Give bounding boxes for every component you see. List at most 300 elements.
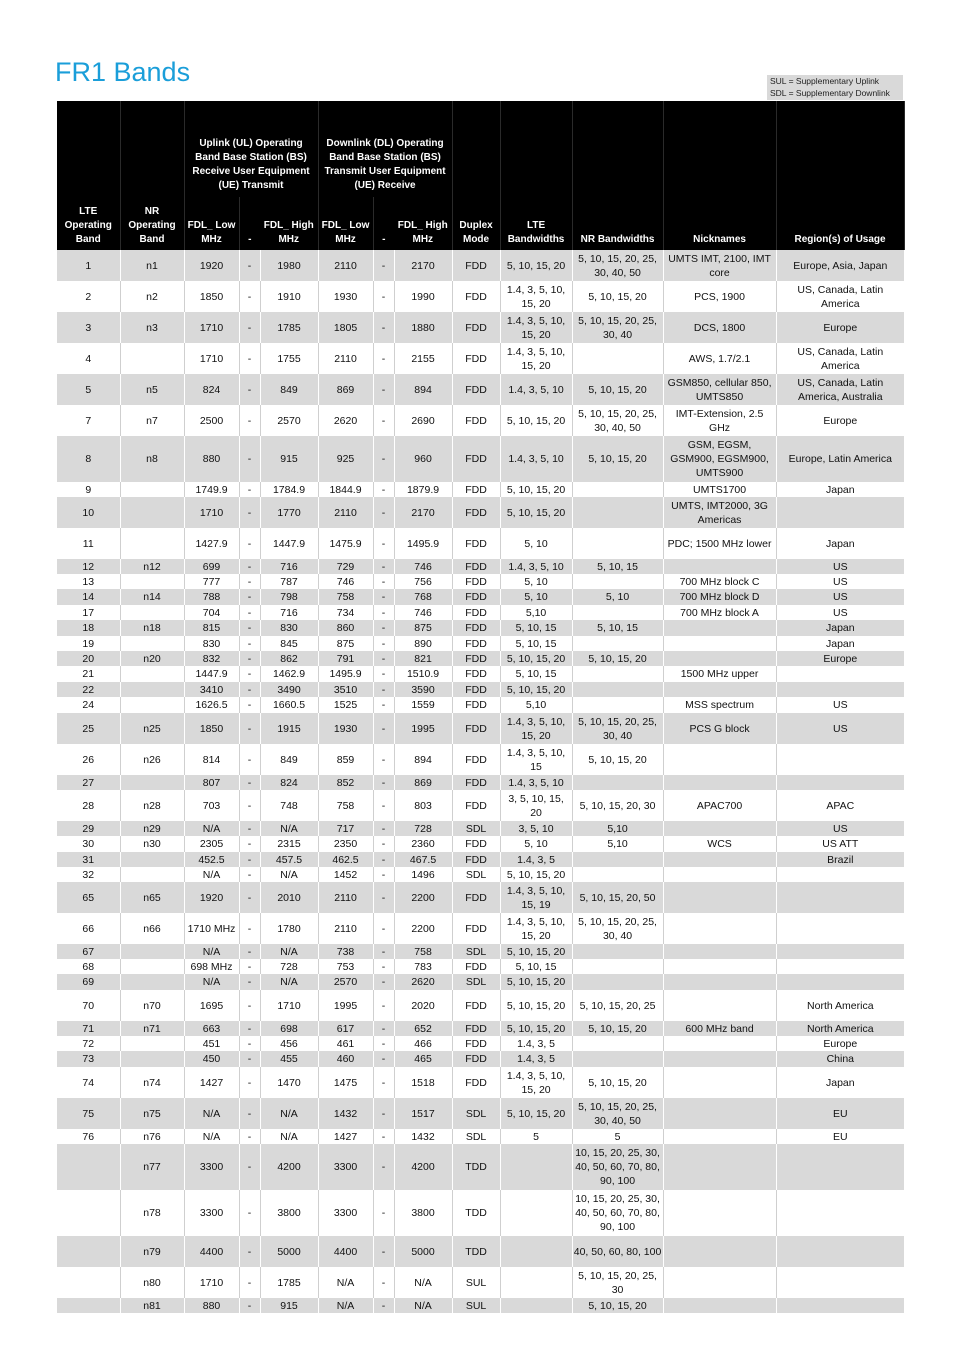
cell-dl-low: 1495.9 [318, 666, 373, 682]
col-header-lte-bandwidths: LTE Bandwidths [500, 197, 572, 250]
cell-nr-band [120, 775, 184, 790]
cell-dl-high: 3590 [394, 682, 452, 697]
cell-dl-high: N/A [394, 1298, 452, 1313]
cell-ul-high: 1755 [260, 343, 318, 374]
cell-region: US ATT [776, 836, 904, 852]
cell-nr-band [120, 636, 184, 651]
cell-region: Europe [776, 405, 904, 436]
cell-dl-dash: - [373, 589, 394, 605]
cell-ul-high: 1910 [260, 281, 318, 312]
cell-lte-band: 32 [57, 867, 120, 882]
table-row [57, 821, 904, 836]
table-row [57, 867, 904, 882]
cell-nickname: UMTS IMT, 2100, IMT core [663, 250, 776, 281]
cell-duplex-mode: FDD [452, 1051, 500, 1067]
table-row [57, 559, 904, 574]
cell-nr-bandwidths: 5, 10, 15, 20 [572, 651, 663, 666]
cell-ul-low: 830 [184, 636, 239, 651]
cell-duplex-mode: FDD [452, 836, 500, 852]
cell-region [776, 682, 904, 697]
cell-ul-low: 1920 [184, 250, 239, 281]
cell-ul-dash: - [239, 559, 260, 574]
cell-lte-bandwidths: 5, 10 [500, 574, 572, 589]
cell-ul-high: 2010 [260, 882, 318, 913]
cell-nr-bandwidths: 5, 10, 15, 20, 25, 30, 40, 50 [572, 405, 663, 436]
cell-dl-dash: - [373, 744, 394, 775]
cell-dl-low: 753 [318, 959, 373, 974]
cell-ul-dash: - [239, 852, 260, 867]
cell-lte-bandwidths [500, 1298, 572, 1313]
cell-dl-high: 2620 [394, 974, 452, 990]
header-blank [572, 101, 663, 197]
cell-dl-low: 2110 [318, 497, 373, 528]
cell-lte-band: 71 [57, 1021, 120, 1036]
cell-ul-low: 880 [184, 1298, 239, 1313]
cell-ul-low: 704 [184, 605, 239, 620]
cell-ul-high: 849 [260, 744, 318, 775]
cell-lte-band: 72 [57, 1036, 120, 1051]
cell-lte-band: 2 [57, 281, 120, 312]
col-header-nr-band: NR Operating Band [120, 197, 184, 250]
cell-nr-band: n25 [120, 713, 184, 744]
cell-duplex-mode: SDL [452, 1098, 500, 1129]
cell-region: China [776, 1051, 904, 1067]
cell-dl-dash: - [373, 666, 394, 682]
cell-ul-low: 3410 [184, 682, 239, 697]
cell-ul-high: N/A [260, 1098, 318, 1129]
table-row [57, 959, 904, 974]
cell-dl-low: 746 [318, 574, 373, 589]
cell-duplex-mode: FDD [452, 589, 500, 605]
cell-duplex-mode: FDD [452, 497, 500, 528]
cell-ul-dash: - [239, 1067, 260, 1098]
cell-ul-low: 815 [184, 620, 239, 636]
cell-nr-band: n74 [120, 1067, 184, 1098]
cell-ul-high: 3490 [260, 682, 318, 697]
cell-nr-band: n77 [120, 1144, 184, 1190]
cell-duplex-mode: FDD [452, 697, 500, 713]
cell-dl-low: 1525 [318, 697, 373, 713]
cell-nr-bandwidths: 5, 10, 15, 20 [572, 374, 663, 405]
cell-dl-low: 738 [318, 944, 373, 959]
cell-dl-high: 2020 [394, 990, 452, 1021]
cell-lte-bandwidths: 5, 10, 15, 20 [500, 651, 572, 666]
cell-lte-band: 27 [57, 775, 120, 790]
cell-nr-band [120, 482, 184, 497]
cell-lte-bandwidths: 1.4, 3, 5, 10, 15, 20 [500, 1067, 572, 1098]
cell-lte-band [57, 1190, 120, 1236]
cell-ul-low: N/A [184, 867, 239, 882]
table-row [57, 620, 904, 636]
cell-ul-low: 2305 [184, 836, 239, 852]
cell-duplex-mode: TDD [452, 1190, 500, 1236]
cell-nr-bandwidths [572, 944, 663, 959]
cell-nr-bandwidths [572, 528, 663, 559]
cell-ul-low: 1710 [184, 312, 239, 343]
cell-ul-dash: - [239, 1098, 260, 1129]
cell-ul-high: 845 [260, 636, 318, 651]
cell-dl-dash: - [373, 682, 394, 697]
table-row [57, 1129, 904, 1144]
fr1-bands-table [57, 101, 905, 1313]
cell-ul-dash: - [239, 250, 260, 281]
cell-ul-high: 1462.9 [260, 666, 318, 682]
cell-nr-bandwidths: 5, 10, 15, 20 [572, 1067, 663, 1098]
cell-duplex-mode: FDD [452, 528, 500, 559]
cell-nr-band: n8 [120, 436, 184, 482]
table-row [57, 636, 904, 651]
cell-nr-band [120, 959, 184, 974]
cell-nr-bandwidths [572, 482, 663, 497]
cell-nr-band [120, 974, 184, 990]
cell-lte-bandwidths: 5, 10, 15, 20 [500, 405, 572, 436]
cell-nr-bandwidths [572, 1051, 663, 1067]
cell-ul-dash: - [239, 436, 260, 482]
cell-dl-dash: - [373, 1098, 394, 1129]
cell-ul-dash: - [239, 1236, 260, 1267]
cell-ul-high: 1915 [260, 713, 318, 744]
cell-dl-high: 894 [394, 374, 452, 405]
header-blank [452, 101, 500, 197]
cell-ul-dash: - [239, 374, 260, 405]
cell-dl-dash: - [373, 1236, 394, 1267]
cell-nr-bandwidths: 5, 10, 15, 20 [572, 744, 663, 775]
cell-nickname: WCS [663, 836, 776, 852]
cell-nr-band: n70 [120, 990, 184, 1021]
cell-nr-band: n80 [120, 1267, 184, 1298]
cell-lte-band: 8 [57, 436, 120, 482]
cell-lte-bandwidths: 5, 10 [500, 589, 572, 605]
cell-lte-band: 26 [57, 744, 120, 775]
cell-region [776, 1236, 904, 1267]
cell-ul-high: 849 [260, 374, 318, 405]
table-row [57, 574, 904, 589]
cell-lte-band: 21 [57, 666, 120, 682]
cell-region: US [776, 605, 904, 620]
cell-ul-low: 1710 [184, 497, 239, 528]
cell-nr-bandwidths: 5, 10, 15 [572, 620, 663, 636]
cell-dl-dash: - [373, 436, 394, 482]
cell-nr-bandwidths: 5, 10, 15, 20, 30 [572, 790, 663, 821]
cell-region: Japan [776, 620, 904, 636]
cell-nickname [663, 990, 776, 1021]
cell-nickname [663, 1267, 776, 1298]
cell-ul-high: N/A [260, 867, 318, 882]
cell-nickname [663, 1129, 776, 1144]
cell-ul-dash: - [239, 528, 260, 559]
cell-duplex-mode: FDD [452, 775, 500, 790]
cell-lte-band: 11 [57, 528, 120, 559]
cell-lte-band: 18 [57, 620, 120, 636]
cell-lte-bandwidths: 1.4, 3, 5 [500, 1051, 572, 1067]
cell-nr-bandwidths: 5, 10, 15, 20, 25, 30, 40 [572, 913, 663, 944]
cell-nr-bandwidths: 5, 10, 15, 20 [572, 281, 663, 312]
cell-lte-bandwidths: 5, 10, 15, 20 [500, 990, 572, 1021]
cell-lte-bandwidths: 1.4, 3, 5, 10 [500, 775, 572, 790]
cell-nr-band: n81 [120, 1298, 184, 1313]
header-blank [663, 101, 776, 197]
cell-duplex-mode: SDL [452, 1129, 500, 1144]
cell-dl-dash: - [373, 1036, 394, 1051]
cell-lte-band [57, 1144, 120, 1190]
cell-ul-high: N/A [260, 974, 318, 990]
cell-duplex-mode: SUL [452, 1298, 500, 1313]
cell-ul-high: 798 [260, 589, 318, 605]
cell-lte-bandwidths: 5 [500, 1129, 572, 1144]
table-row [57, 528, 904, 559]
cell-duplex-mode: FDD [452, 682, 500, 697]
cell-dl-low: 859 [318, 744, 373, 775]
cell-nickname: PCS, 1900 [663, 281, 776, 312]
cell-ul-low: 1710 [184, 343, 239, 374]
cell-ul-low: N/A [184, 974, 239, 990]
cell-nickname [663, 913, 776, 944]
cell-ul-dash: - [239, 651, 260, 666]
cell-nr-bandwidths: 5, 10, 15, 20, 25, 30, 40 [572, 312, 663, 343]
cell-ul-high: 862 [260, 651, 318, 666]
cell-nr-bandwidths: 5, 10 [572, 589, 663, 605]
cell-duplex-mode: FDD [452, 744, 500, 775]
cell-ul-dash: - [239, 620, 260, 636]
cell-nr-band [120, 682, 184, 697]
cell-dl-low: 734 [318, 605, 373, 620]
cell-ul-dash: - [239, 343, 260, 374]
cell-lte-band: 69 [57, 974, 120, 990]
cell-region: EU [776, 1129, 904, 1144]
cell-duplex-mode: SDL [452, 974, 500, 990]
cell-lte-bandwidths: 1.4, 3, 5, 10, 15, 20 [500, 343, 572, 374]
cell-nr-band [120, 343, 184, 374]
cell-duplex-mode: FDD [452, 436, 500, 482]
table-row [57, 605, 904, 620]
cell-dl-low: 3300 [318, 1190, 373, 1236]
cell-lte-band: 10 [57, 497, 120, 528]
cell-ul-high: 716 [260, 559, 318, 574]
cell-region [776, 882, 904, 913]
cell-dl-high: 821 [394, 651, 452, 666]
cell-lte-band: 28 [57, 790, 120, 821]
cell-dl-low: 2570 [318, 974, 373, 990]
cell-duplex-mode: FDD [452, 1036, 500, 1051]
cell-ul-dash: - [239, 682, 260, 697]
cell-dl-low: 461 [318, 1036, 373, 1051]
cell-ul-dash: - [239, 713, 260, 744]
cell-nickname: UMTS, IMT2000, 3G Americas [663, 497, 776, 528]
cell-lte-band: 65 [57, 882, 120, 913]
cell-nr-bandwidths: 5, 10, 15, 20 [572, 1021, 663, 1036]
cell-nr-band [120, 497, 184, 528]
cell-ul-low: 451 [184, 1036, 239, 1051]
cell-nr-band: n79 [120, 1236, 184, 1267]
cell-ul-low: 1626.5 [184, 697, 239, 713]
cell-dl-dash: - [373, 1190, 394, 1236]
cell-nr-bandwidths [572, 775, 663, 790]
cell-dl-high: 466 [394, 1036, 452, 1051]
cell-dl-high: 2200 [394, 913, 452, 944]
cell-dl-high: 783 [394, 959, 452, 974]
cell-nickname: IMT-Extension, 2.5 GHz [663, 405, 776, 436]
table-row [57, 713, 904, 744]
cell-ul-high: 915 [260, 1298, 318, 1313]
table-row [57, 1144, 904, 1190]
cell-nr-bandwidths [572, 852, 663, 867]
cell-ul-dash: - [239, 405, 260, 436]
cell-lte-bandwidths: 1.4, 3, 5 [500, 852, 572, 867]
cell-ul-low: 699 [184, 559, 239, 574]
cell-dl-dash: - [373, 250, 394, 281]
cell-nickname: PDC; 1500 MHz lower [663, 528, 776, 559]
cell-ul-dash: - [239, 1298, 260, 1313]
cell-region: Europe [776, 651, 904, 666]
cell-dl-dash: - [373, 959, 394, 974]
cell-duplex-mode: FDD [452, 312, 500, 343]
cell-dl-high: 746 [394, 559, 452, 574]
cell-ul-dash: - [239, 1036, 260, 1051]
header-blank [57, 101, 120, 197]
legend-sul: SUL = Supplementary Uplink [770, 76, 880, 86]
cell-nickname [663, 775, 776, 790]
cell-nickname [663, 1051, 776, 1067]
table-row [57, 775, 904, 790]
cell-ul-low: N/A [184, 1098, 239, 1129]
cell-dl-dash: - [373, 790, 394, 821]
cell-dl-dash: - [373, 497, 394, 528]
table-row [57, 744, 904, 775]
cell-ul-dash: - [239, 1021, 260, 1036]
cell-lte-bandwidths: 1.4, 3, 5, 10, 15 [500, 744, 572, 775]
cell-ul-low: N/A [184, 944, 239, 959]
cell-region [776, 1144, 904, 1190]
cell-nickname [663, 1098, 776, 1129]
cell-ul-high: 1784.9 [260, 482, 318, 497]
cell-duplex-mode: SDL [452, 821, 500, 836]
cell-lte-band: 76 [57, 1129, 120, 1144]
cell-dl-dash: - [373, 620, 394, 636]
cell-region [776, 913, 904, 944]
cell-lte-band [57, 1267, 120, 1298]
cell-ul-high: 2570 [260, 405, 318, 436]
cell-dl-dash: - [373, 944, 394, 959]
cell-dl-dash: - [373, 405, 394, 436]
cell-dl-dash: - [373, 1298, 394, 1313]
cell-nickname [663, 1067, 776, 1098]
cell-dl-high: 768 [394, 589, 452, 605]
cell-lte-band: 20 [57, 651, 120, 666]
cell-ul-high: 824 [260, 775, 318, 790]
cell-dl-low: N/A [318, 1267, 373, 1298]
cell-ul-dash: - [239, 959, 260, 974]
table-row [57, 974, 904, 990]
cell-nr-band: n1 [120, 250, 184, 281]
header-blank [120, 101, 184, 197]
cell-nickname [663, 852, 776, 867]
cell-duplex-mode: FDD [452, 343, 500, 374]
cell-dl-high: 960 [394, 436, 452, 482]
table-row [57, 682, 904, 697]
cell-duplex-mode: FDD [452, 790, 500, 821]
cell-duplex-mode: SUL [452, 1267, 500, 1298]
cell-region: EU [776, 1098, 904, 1129]
cell-ul-high: 2315 [260, 836, 318, 852]
cell-lte-bandwidths: 5, 10, 15, 20 [500, 1098, 572, 1129]
cell-dl-high: 1517 [394, 1098, 452, 1129]
cell-nickname: APAC700 [663, 790, 776, 821]
cell-nr-bandwidths: 5, 10, 15, 20, 25, 30, 40 [572, 713, 663, 744]
cell-nr-band: n18 [120, 620, 184, 636]
cell-ul-dash: - [239, 312, 260, 343]
cell-lte-bandwidths: 1.4, 3, 5, 10 [500, 559, 572, 574]
cell-region: Japan [776, 528, 904, 559]
cell-lte-bandwidths: 5, 10, 15, 20 [500, 974, 572, 990]
cell-nr-band: n30 [120, 836, 184, 852]
cell-dl-dash: - [373, 281, 394, 312]
cell-ul-low: 1710 [184, 1267, 239, 1298]
cell-lte-bandwidths: 5, 10, 15, 20 [500, 867, 572, 882]
cell-ul-low: 450 [184, 1051, 239, 1067]
cell-dl-dash: - [373, 990, 394, 1021]
cell-nr-band [120, 666, 184, 682]
cell-nickname: 700 MHz block D [663, 589, 776, 605]
cell-lte-bandwidths [500, 1190, 572, 1236]
cell-nr-bandwidths [572, 974, 663, 990]
cell-region: US [776, 574, 904, 589]
cell-region: Europe [776, 312, 904, 343]
cell-duplex-mode: TDD [452, 1236, 500, 1267]
cell-lte-band: 17 [57, 605, 120, 620]
cell-dl-dash: - [373, 1021, 394, 1036]
table-row [57, 852, 904, 867]
cell-dl-low: 2350 [318, 836, 373, 852]
cell-region: US [776, 713, 904, 744]
table-row [57, 343, 904, 374]
cell-duplex-mode: SDL [452, 944, 500, 959]
cell-dl-dash: - [373, 482, 394, 497]
cell-ul-high: 457.5 [260, 852, 318, 867]
cell-nr-band: n76 [120, 1129, 184, 1144]
cell-nickname [663, 744, 776, 775]
cell-region: Brazil [776, 852, 904, 867]
cell-nr-band: n78 [120, 1190, 184, 1236]
cell-dl-dash: - [373, 882, 394, 913]
abbreviation-legend [767, 75, 903, 100]
cell-ul-high: 1470 [260, 1067, 318, 1098]
cell-dl-dash: - [373, 1144, 394, 1190]
cell-region: US, Canada, Latin America, Australia [776, 374, 904, 405]
cell-duplex-mode: FDD [452, 1067, 500, 1098]
cell-dl-high: 1518 [394, 1067, 452, 1098]
cell-dl-low: 729 [318, 559, 373, 574]
cell-dl-low: 1805 [318, 312, 373, 343]
cell-nickname: 700 MHz block C [663, 574, 776, 589]
cell-dl-low: 1427 [318, 1129, 373, 1144]
cell-ul-low: 824 [184, 374, 239, 405]
cell-nr-bandwidths [572, 605, 663, 620]
cell-region: US, Canada, Latin America [776, 281, 904, 312]
cell-ul-low: 452.5 [184, 852, 239, 867]
cell-lte-bandwidths: 1.4, 3, 5, 10, 15, 20 [500, 913, 572, 944]
cell-ul-low: 1427.9 [184, 528, 239, 559]
cell-ul-high: 3800 [260, 1190, 318, 1236]
cell-ul-high: N/A [260, 1129, 318, 1144]
cell-duplex-mode: FDD [452, 882, 500, 913]
cell-dl-high: 1990 [394, 281, 452, 312]
cell-nickname: 1500 MHz upper [663, 666, 776, 682]
cell-nickname [663, 944, 776, 959]
table-row [57, 990, 904, 1021]
cell-lte-band: 68 [57, 959, 120, 974]
cell-ul-high: 830 [260, 620, 318, 636]
cell-lte-bandwidths: 5,10 [500, 697, 572, 713]
